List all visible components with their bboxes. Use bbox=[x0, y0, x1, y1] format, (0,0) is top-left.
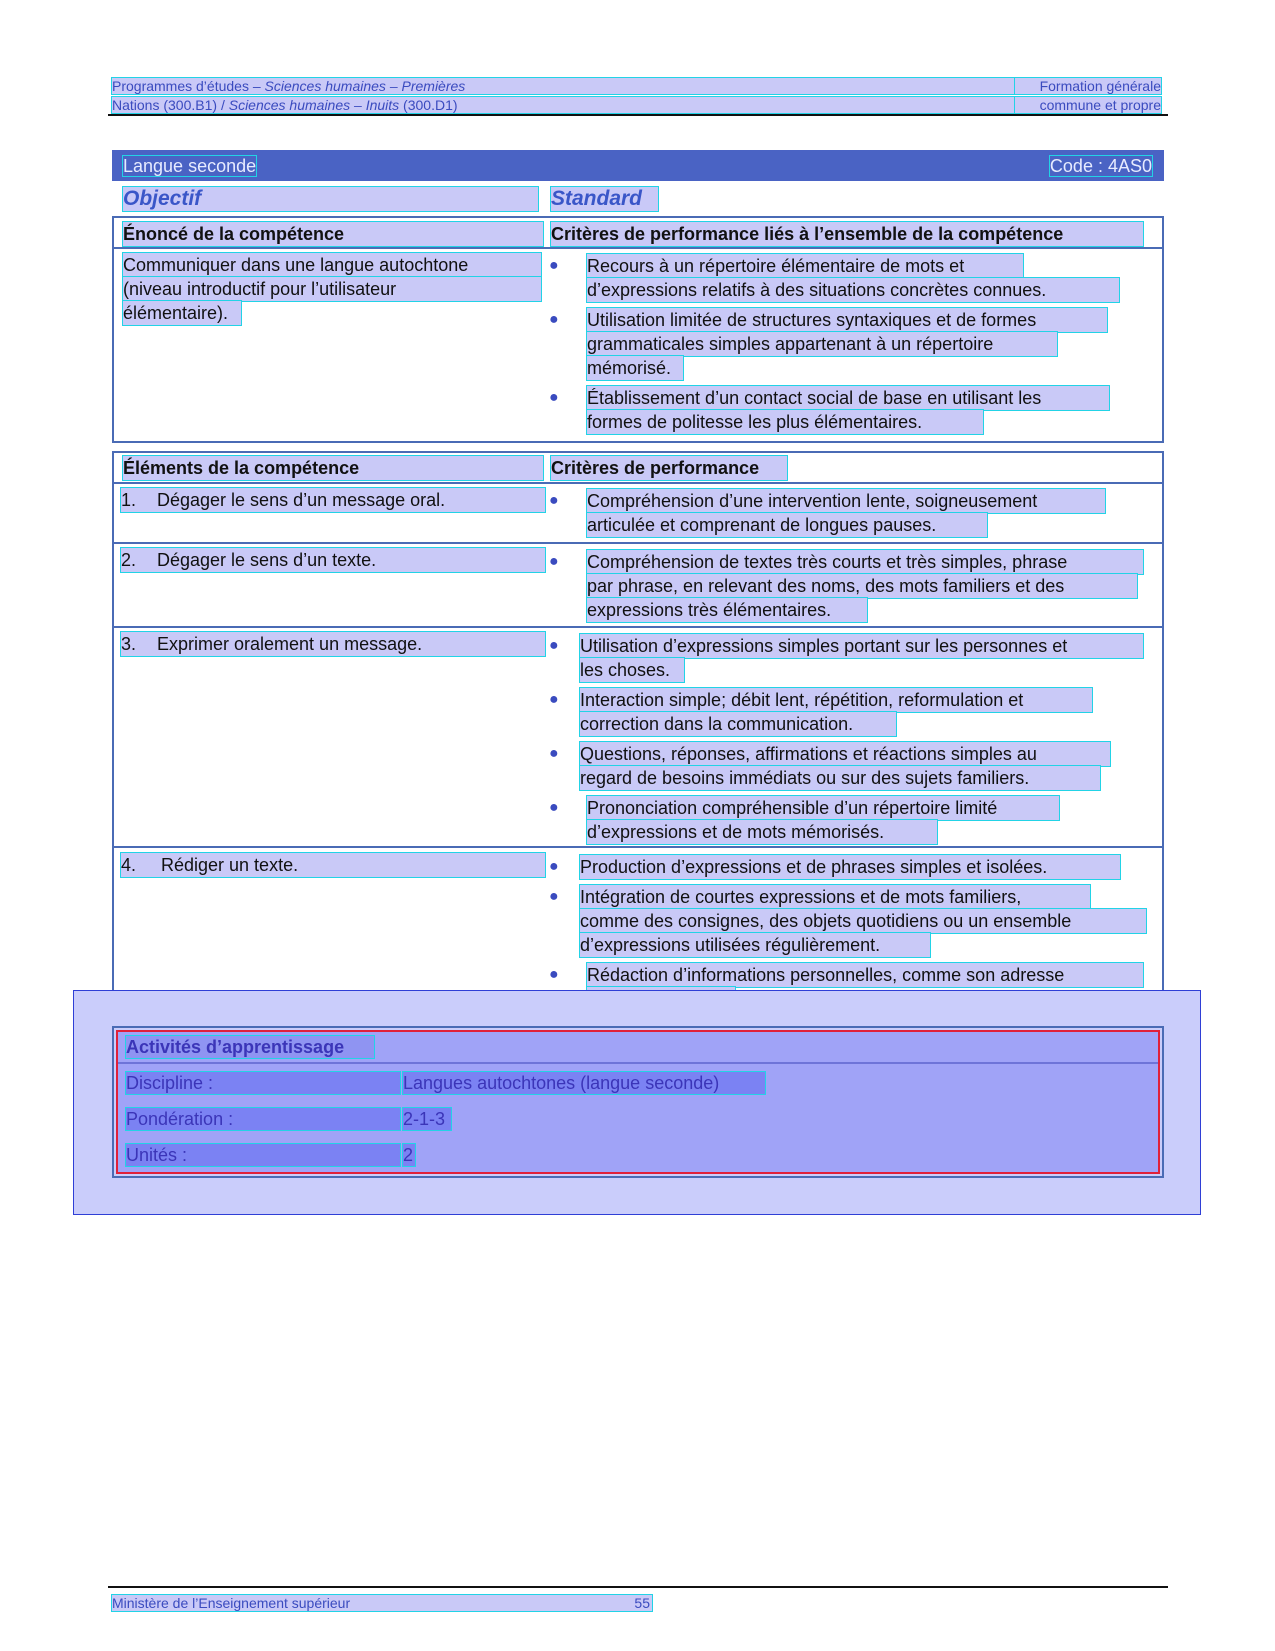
activites-title: Activités d’apprentissage bbox=[126, 1036, 374, 1058]
bullet-icon: ● bbox=[549, 888, 559, 905]
discipline-label: Discipline : bbox=[126, 1072, 400, 1094]
critere-line: Interaction simple; débit lent, répétition, reformulation et bbox=[580, 688, 1092, 712]
critere-line: Rédaction d’informations personnelles, comme son adresse bbox=[587, 963, 1143, 987]
objectif-heading: Objectif bbox=[123, 187, 538, 211]
critere-line: comme des consignes, des objets quotidiens ou un ensemble bbox=[580, 909, 1146, 933]
critere-line: articulée et comprenant de longues pauses. bbox=[587, 513, 987, 537]
footer-ministry: Ministère de l’Enseignement supérieur 55 bbox=[112, 1595, 650, 1611]
bullet-icon: ● bbox=[549, 745, 559, 762]
critere-line: d’expressions et de mots mémorisés. bbox=[587, 820, 937, 844]
unites-label: Unités : bbox=[126, 1144, 400, 1166]
bullet-icon: ● bbox=[549, 637, 559, 654]
bullet-icon: ● bbox=[549, 492, 559, 509]
critere-line: regard de besoins immédiats ou sur des sujets familiers. bbox=[580, 766, 1100, 790]
critere-line: par phrase, en relevant des noms, des mots familiers et des bbox=[587, 574, 1137, 598]
course-band bbox=[112, 150, 1164, 181]
header-right-line2: commune et propre bbox=[1015, 97, 1161, 113]
critere-line: Prononciation compréhensible d’un répertoire limité bbox=[587, 796, 1059, 820]
critere-line: d’expressions utilisées régulièrement. bbox=[580, 933, 930, 957]
activites-header-rule bbox=[118, 1062, 1158, 1064]
element-row-label: 2. Dégager le sens d’un texte. bbox=[121, 548, 545, 572]
critere-line: Questions, réponses, affirmations et réactions simples au bbox=[580, 742, 1110, 766]
unites-value: 2 bbox=[403, 1145, 414, 1165]
element-row-label: 3. Exprimer oralement un message. bbox=[121, 632, 545, 656]
enonce-line: (niveau introductif pour l’utilisateur bbox=[123, 277, 541, 301]
enonce-heading: Énoncé de la compétence bbox=[123, 222, 543, 246]
critere-line: Compréhension d’une intervention lente, soigneusement bbox=[587, 489, 1105, 513]
critere-line: les choses. bbox=[580, 658, 684, 682]
critere-line: Intégration de courtes expressions et de mots familiers, bbox=[580, 885, 1090, 909]
bullet-icon: ● bbox=[549, 966, 559, 983]
enonce-line: Communiquer dans une langue autochtone bbox=[123, 253, 541, 277]
bullet-icon: ● bbox=[549, 858, 559, 875]
critere-line: Recours à un répertoire élémentaire de mots et bbox=[587, 254, 1023, 278]
elements-row-rule bbox=[112, 846, 1164, 848]
header-left-line1: Programmes d’études – Sciences humaines – Premières bbox=[112, 78, 1031, 94]
standard-heading: Standard bbox=[551, 187, 658, 211]
critere-line: correction dans la communication. bbox=[580, 712, 896, 736]
critere-line: formes de politesse les plus élémentaires. bbox=[587, 410, 983, 434]
competence-table-header-rule bbox=[112, 247, 1164, 249]
ponderation-label: Pondération : bbox=[126, 1108, 400, 1130]
bullet-icon: ● bbox=[549, 799, 559, 816]
discipline-value: Langues autochtones (langue seconde) bbox=[403, 1072, 765, 1094]
criteres-ensemble-heading: Critères de performance liés à l’ensemble de la compétence bbox=[551, 222, 1143, 246]
elements-table-header-rule bbox=[112, 482, 1164, 484]
bullet-icon: ● bbox=[549, 311, 559, 328]
bullet-icon: ● bbox=[549, 691, 559, 708]
elements-heading: Éléments de la compétence bbox=[123, 456, 543, 480]
enonce-line: élémentaire). bbox=[123, 301, 241, 325]
criteres-heading: Critères de performance bbox=[551, 456, 787, 480]
header-rule bbox=[108, 114, 1168, 116]
ponderation-value: 2-1-3 bbox=[403, 1108, 451, 1130]
element-row-label: 4. Rédiger un texte. bbox=[121, 853, 545, 877]
critere-line: d’expressions relatifs à des situations concrètes connues. bbox=[587, 278, 1119, 302]
bullet-icon: ● bbox=[549, 257, 559, 274]
critere-line: grammaticales simples appartenant à un répertoire bbox=[587, 332, 1057, 356]
elements-row-rule bbox=[112, 542, 1164, 544]
course-band-title: Langue seconde bbox=[123, 156, 257, 176]
page-number: 55 bbox=[634, 1595, 650, 1611]
critere-line: Compréhension de textes très courts et très simples, phrase bbox=[587, 550, 1143, 574]
critere-line: Utilisation limitée de structures syntaxiques et de formes bbox=[587, 308, 1107, 332]
critere-line: Production d’expressions et de phrases simples et isolées. bbox=[580, 855, 1120, 879]
critere-line: Établissement d’un contact social de base en utilisant les bbox=[587, 386, 1109, 410]
bullet-icon: ● bbox=[549, 553, 559, 570]
footer-rule bbox=[108, 1586, 1168, 1588]
element-row-label: 1. Dégager le sens d’un message oral. bbox=[121, 488, 545, 512]
bullet-icon: ● bbox=[549, 389, 559, 406]
course-code: Code : 4AS0 bbox=[1049, 156, 1152, 176]
critere-line: Utilisation d’expressions simples portant sur les personnes et bbox=[580, 634, 1143, 658]
critere-line: mémorisé. bbox=[587, 356, 683, 380]
elements-row-rule bbox=[112, 626, 1164, 628]
header-left-line2: Nations (300.B1) / Sciences humaines – Inuits (300.D1) bbox=[112, 97, 1031, 113]
header-right-line1: Formation générale bbox=[1015, 78, 1161, 94]
critere-line: expressions très élémentaires. bbox=[587, 598, 867, 622]
